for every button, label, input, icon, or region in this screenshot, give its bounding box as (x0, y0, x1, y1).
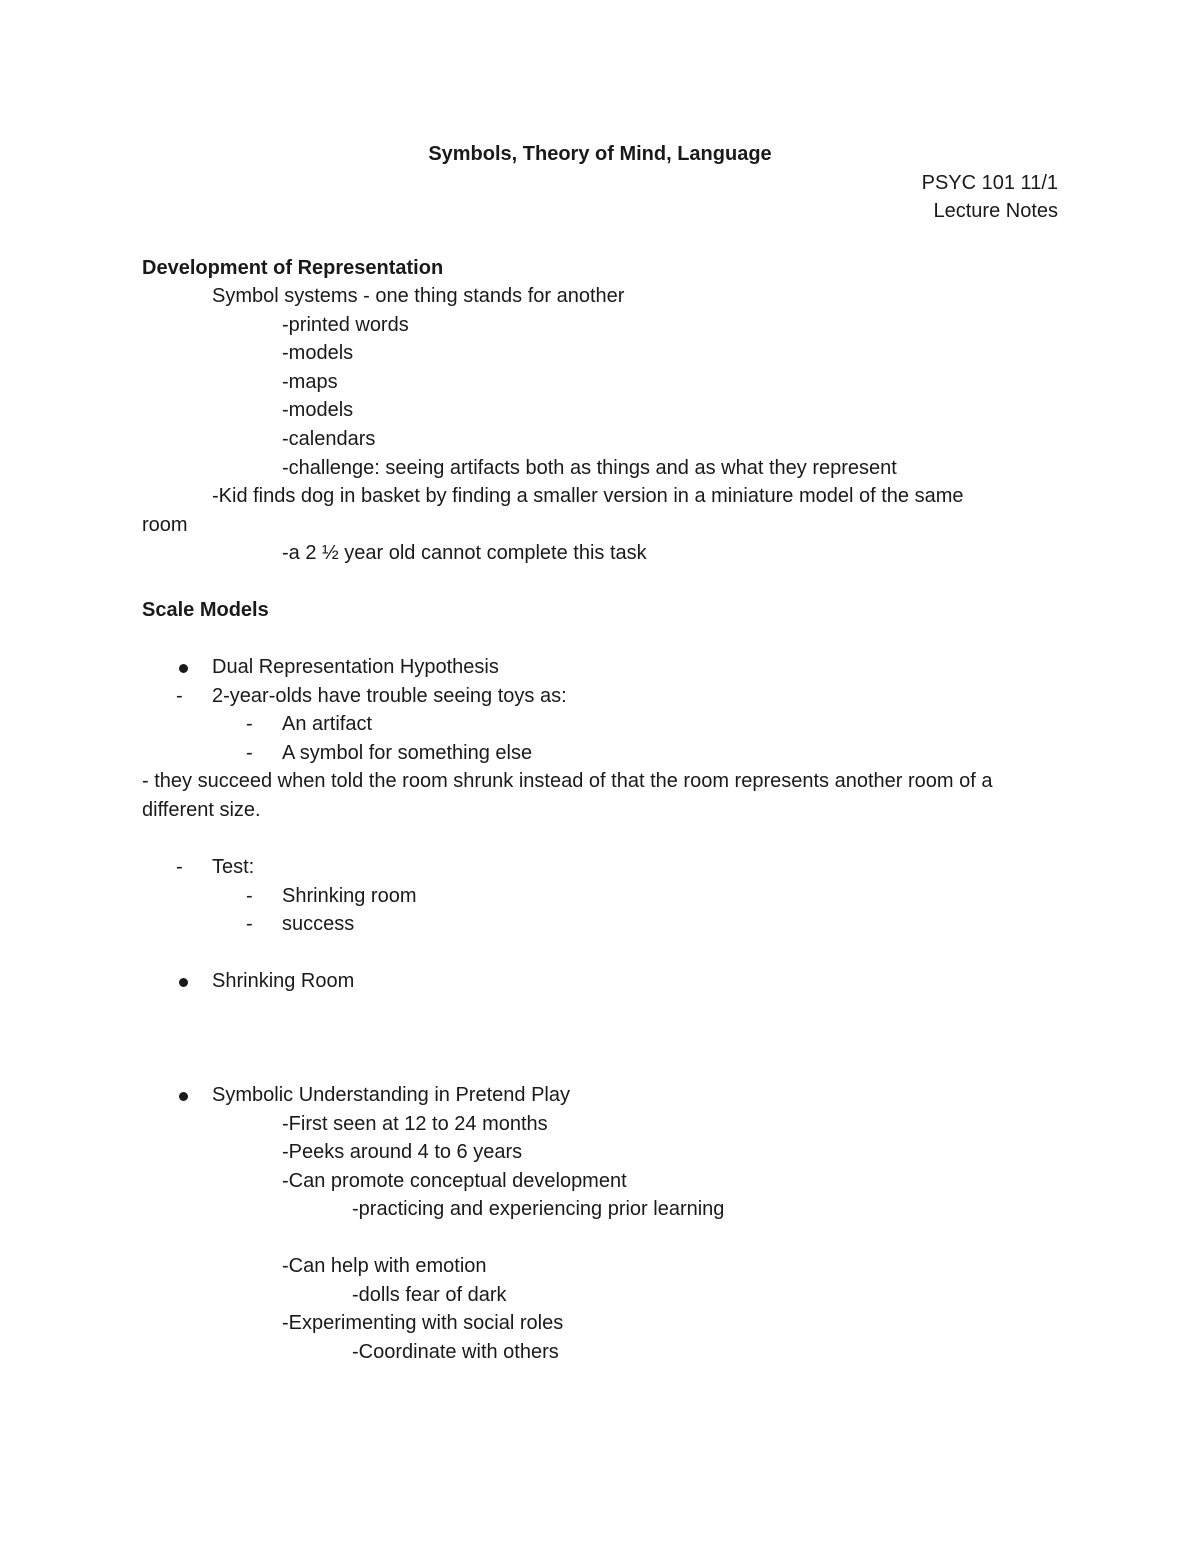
list-item: -First seen at 12 to 24 months (282, 1113, 548, 1135)
list-item: -Coordinate with others (352, 1341, 559, 1363)
succeed-line: - they succeed when told the room shrunk instead of that the room represents another room of a (142, 770, 993, 792)
symbol-systems-line: Symbol systems - one thing stands for another (212, 285, 625, 307)
doc-type-label: Lecture Notes (933, 200, 1058, 222)
dash-marker: - (246, 913, 253, 935)
list-item: -Experimenting with social roles (282, 1312, 564, 1334)
dash-marker: - (246, 742, 253, 764)
section-heading-scale-models: Scale Models (142, 599, 269, 621)
succeed-line-wrap: different size. (142, 799, 261, 821)
document-title: Symbols, Theory of Mind, Language (428, 143, 772, 165)
dash-item-artifact: An artifact (282, 713, 373, 735)
dash-marker: - (176, 856, 183, 878)
list-item: -models (282, 399, 354, 421)
list-item: -Can help with emotion (282, 1255, 487, 1277)
section-heading-development: Development of Representation (142, 257, 444, 279)
bullet-item-dual-representation: Dual Representation Hypothesis (212, 656, 499, 678)
bullet-icon (179, 664, 188, 673)
list-item: -dolls fear of dark (352, 1284, 507, 1306)
dash-item-symbol: A symbol for something else (282, 742, 533, 764)
course-label: PSYC 101 11/1 (921, 172, 1058, 194)
dash-item-shrinking-room: Shrinking room (282, 885, 417, 907)
age-note: -a 2 ½ year old cannot complete this task (282, 542, 647, 564)
bullet-item-shrinking-room: Shrinking Room (212, 970, 355, 992)
list-item: -Peeks around 4 to 6 years (282, 1141, 523, 1163)
list-item: -printed words (282, 314, 409, 336)
dash-item-test: Test: (212, 856, 255, 878)
list-item: -models (282, 342, 354, 364)
kid-experiment-line: -Kid finds dog in basket by finding a smaller version in a miniature model of the same (212, 485, 964, 507)
bullet-icon (179, 1092, 188, 1101)
bullet-item-pretend-play: Symbolic Understanding in Pretend Play (212, 1084, 570, 1106)
kid-experiment-line-wrap: room (142, 514, 188, 536)
dash-marker: - (176, 685, 183, 707)
list-item: -calendars (282, 428, 376, 450)
dash-item-trouble: 2-year-olds have trouble seeing toys as: (212, 685, 567, 707)
list-item: -Can promote conceptual development (282, 1170, 627, 1192)
dash-item-success: success (282, 913, 355, 935)
list-item: -maps (282, 371, 338, 393)
list-item: -challenge: seeing artifacts both as things and as what they represent (282, 457, 897, 479)
list-item: -practicing and experiencing prior learning (352, 1198, 725, 1220)
dash-marker: - (246, 885, 253, 907)
bullet-icon (179, 978, 188, 987)
dash-marker: - (246, 713, 253, 735)
